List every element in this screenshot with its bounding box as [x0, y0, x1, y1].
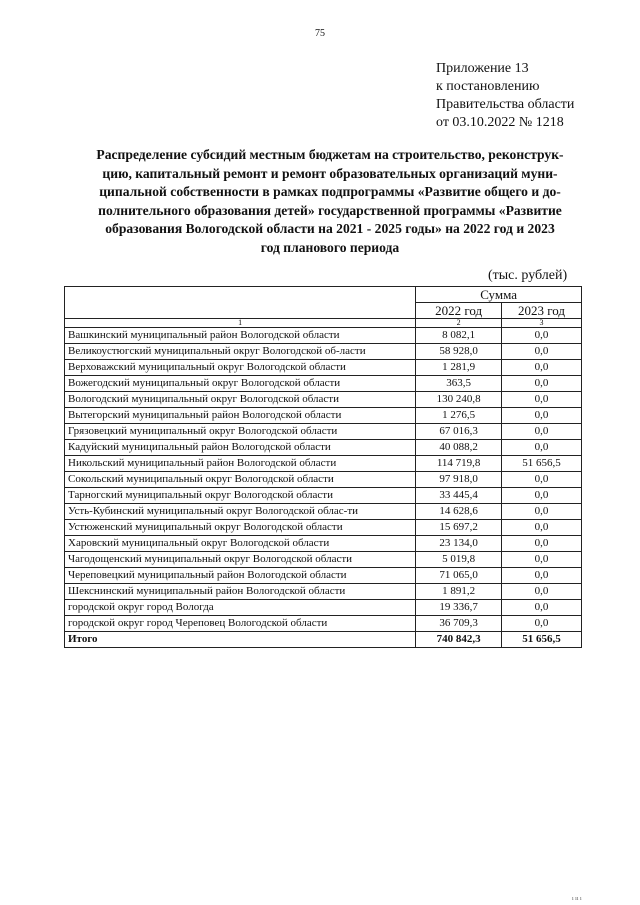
table-row	[65, 360, 582, 376]
amount-2023-cell: 0,0	[502, 568, 582, 584]
table-row	[65, 600, 582, 616]
year-2022-header: 2022 год	[416, 303, 502, 319]
municipality-cell: городской округ город Вологда	[65, 600, 416, 616]
amount-2022-cell: 23 134,0	[416, 536, 502, 552]
table-row	[65, 392, 582, 408]
title-line: Распределение субсидий местным бюджетам на строительство, реконструк-	[96, 147, 564, 162]
municipality-cell: Чагодощенский муниципальный округ Вологодской области	[65, 552, 416, 568]
municipality-cell: Тарногский муниципальный округ Вологодской области	[65, 488, 416, 504]
amount-2022-cell: 15 697,2	[416, 520, 502, 536]
amount-2023-cell: 0,0	[502, 344, 582, 360]
table-row	[65, 424, 582, 440]
amount-2023-cell: 51 656,5	[502, 456, 582, 472]
amount-2023-cell: 0,0	[502, 616, 582, 632]
subsidies-table	[64, 286, 582, 648]
amount-2022-cell: 1 276,5	[416, 408, 502, 424]
appendix-block	[436, 60, 574, 132]
amount-2023-cell: 0,0	[502, 504, 582, 520]
municipality-cell: Вашкинский муниципальный район Вологодской области	[65, 328, 416, 344]
municipality-cell: городской округ город Череповец Вологодской области	[65, 616, 416, 632]
amount-2022-cell: 14 628,6	[416, 504, 502, 520]
municipality-cell: Харовский муниципальный округ Вологодской области	[65, 536, 416, 552]
table-row	[65, 376, 582, 392]
table-row	[65, 568, 582, 584]
amount-2023-cell: 0,0	[502, 472, 582, 488]
table-body	[65, 328, 582, 632]
municipality-cell: Сокольский муниципальный округ Вологодской области	[65, 472, 416, 488]
amount-2022-cell: 19 336,7	[416, 600, 502, 616]
table-row	[65, 408, 582, 424]
municipality-cell: Никольский муниципальный район Вологодской области	[65, 456, 416, 472]
appendix-line: от 03.10.2022 № 1218	[436, 115, 564, 130]
amount-2023-cell: 0,0	[502, 584, 582, 600]
amount-2022-cell: 40 088,2	[416, 440, 502, 456]
amount-2023-cell: 0,0	[502, 360, 582, 376]
municipality-cell: Череповецкий муниципальный район Вологодской области	[65, 568, 416, 584]
total-2023: 51 656,5	[502, 632, 582, 648]
municipality-cell: Усть-Кубинский муниципальный округ Вологодской облас-ти	[65, 504, 416, 520]
table-row	[65, 536, 582, 552]
municipality-cell: Шекснинский муниципальный район Вологодской области	[65, 584, 416, 600]
title-line: год планового периода	[260, 239, 400, 255]
amount-2022-cell: 5 019,8	[416, 552, 502, 568]
amount-2023-cell: 0,0	[502, 328, 582, 344]
amount-2022-cell: 33 445,4	[416, 488, 502, 504]
municipality-cell: Вытегорский муниципальный район Вологодской области	[65, 408, 416, 424]
appendix-line: к постановлению	[436, 79, 540, 94]
amount-2022-cell: 97 918,0	[416, 472, 502, 488]
amount-2023-cell: 0,0	[502, 376, 582, 392]
total-label: Итого	[65, 632, 416, 648]
total-row	[65, 632, 582, 648]
amount-2023-cell: 0,0	[502, 440, 582, 456]
amount-2023-cell: 0,0	[502, 424, 582, 440]
municipality-cell: Вожегодский муниципальный округ Вологодской области	[65, 376, 416, 392]
units-label: (тыс. рублей)	[488, 268, 568, 283]
amount-2023-cell: 0,0	[502, 600, 582, 616]
amount-2022-cell: 8 082,1	[416, 328, 502, 344]
column-number: 3	[502, 319, 582, 328]
appendix-line: Правительства области	[436, 97, 575, 112]
sum-header: Сумма	[416, 287, 582, 303]
amount-2022-cell: 71 065,0	[416, 568, 502, 584]
column-number: 2	[416, 319, 502, 328]
municipality-cell: Кадуйский муниципальный район Вологодской области	[65, 440, 416, 456]
title-line: образования Вологодской области на 2021 - 2025 годы» на 2022 год и 2023	[105, 221, 555, 237]
amount-2022-cell: 114 719,8	[416, 456, 502, 472]
title-line: цию, капитальный ремонт и ремонт образовательных организаций муни-	[102, 165, 558, 181]
amount-2022-cell: 363,5	[416, 376, 502, 392]
amount-2022-cell: 58 928,0	[416, 344, 502, 360]
amount-2022-cell: 36 709,3	[416, 616, 502, 632]
document-title	[68, 146, 592, 258]
table-row	[65, 584, 582, 600]
title-line: полнительного образования детей» государственной программы «Развитие	[98, 202, 562, 218]
table-row	[65, 552, 582, 568]
amount-2023-cell: 0,0	[502, 520, 582, 536]
scan-mark: ı ıı ı	[572, 896, 582, 902]
title-line: ципальной собственности в рамках подпрограммы «Развитие общего и до-	[99, 184, 561, 200]
table-row	[65, 472, 582, 488]
amount-2022-cell: 1 281,9	[416, 360, 502, 376]
municipality-cell: Вологодский муниципальный округ Вологодской области	[65, 392, 416, 408]
municipality-header	[65, 287, 416, 319]
table-row	[65, 440, 582, 456]
amount-2023-cell: 0,0	[502, 408, 582, 424]
page-number: 75	[315, 28, 325, 39]
total-2022: 740 842,3	[416, 632, 502, 648]
appendix-line: Приложение 13	[436, 61, 529, 76]
amount-2022-cell: 130 240,8	[416, 392, 502, 408]
municipality-cell: Великоустюгский муниципальный округ Вологодской об-ласти	[65, 344, 416, 360]
amount-2022-cell: 67 016,3	[416, 424, 502, 440]
amount-2023-cell: 0,0	[502, 488, 582, 504]
column-number: 1	[65, 319, 416, 328]
table-row	[65, 504, 582, 520]
municipality-cell: Верховажский муниципальный округ Вологодской области	[65, 360, 416, 376]
table-row	[65, 344, 582, 360]
municipality-cell: Устюженский муниципальный округ Вологодской области	[65, 520, 416, 536]
table-row	[65, 328, 582, 344]
amount-2023-cell: 0,0	[502, 552, 582, 568]
table-row	[65, 520, 582, 536]
municipality-cell: Грязовецкий муниципальный округ Вологодской области	[65, 424, 416, 440]
table-row	[65, 488, 582, 504]
year-2023-header: 2023 год	[502, 303, 582, 319]
table-row	[65, 616, 582, 632]
amount-2023-cell: 0,0	[502, 392, 582, 408]
amount-2022-cell: 1 891,2	[416, 584, 502, 600]
table-row	[65, 456, 582, 472]
amount-2023-cell: 0,0	[502, 536, 582, 552]
